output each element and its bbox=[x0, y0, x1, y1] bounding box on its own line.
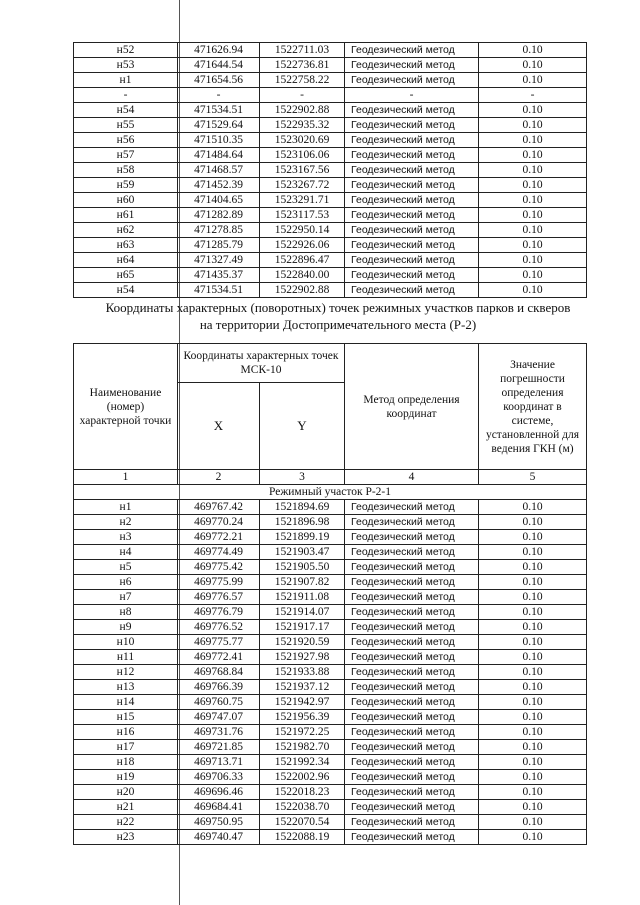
method-cell: Геодезический метод bbox=[345, 163, 479, 178]
point-name-cell: н23 bbox=[74, 830, 178, 845]
table-row bbox=[74, 680, 587, 695]
col-number-2: 2 bbox=[178, 470, 260, 485]
method-cell: Геодезический метод bbox=[345, 545, 479, 560]
table-row bbox=[74, 545, 587, 560]
accuracy-cell: 0.10 bbox=[479, 590, 587, 605]
method-cell: Геодезический метод bbox=[345, 560, 479, 575]
header-accuracy: Значение погрешности определения координат в системе, установленной для ведения ГКН (м) bbox=[479, 344, 587, 470]
method-cell: Геодезический метод bbox=[345, 268, 479, 283]
x-cell: 469760.75 bbox=[178, 695, 260, 710]
y-cell: 1521972.25 bbox=[260, 725, 345, 740]
method-cell: Геодезический метод bbox=[345, 500, 479, 515]
point-name-cell: н1 bbox=[74, 73, 178, 88]
y-cell: 1523167.56 bbox=[260, 163, 345, 178]
point-name-cell: н9 bbox=[74, 620, 178, 635]
method-cell: Геодезический метод bbox=[345, 725, 479, 740]
accuracy-cell: 0.10 bbox=[479, 770, 587, 785]
y-cell: 1521914.07 bbox=[260, 605, 345, 620]
point-name-cell: н62 bbox=[74, 223, 178, 238]
x-cell: 469774.49 bbox=[178, 545, 260, 560]
accuracy-cell: 0.10 bbox=[479, 725, 587, 740]
accuracy-cell: 0.10 bbox=[479, 650, 587, 665]
table-row bbox=[74, 530, 587, 545]
method-cell: Геодезический метод bbox=[345, 620, 479, 635]
y-cell: 1522902.88 bbox=[260, 103, 345, 118]
method-cell: Геодезический метод bbox=[345, 575, 479, 590]
header-x: X bbox=[178, 383, 260, 470]
y-cell: 1522711.03 bbox=[260, 43, 345, 58]
method-cell: Геодезический метод bbox=[345, 635, 479, 650]
y-cell: 1521905.50 bbox=[260, 560, 345, 575]
x-cell: 469776.79 bbox=[178, 605, 260, 620]
point-name-cell: н8 bbox=[74, 605, 178, 620]
y-cell: 1522902.88 bbox=[260, 283, 345, 298]
x-cell: 469776.52 bbox=[178, 620, 260, 635]
point-name-cell: н55 bbox=[74, 118, 178, 133]
method-cell: Геодезический метод bbox=[345, 680, 479, 695]
y-cell: 1522896.47 bbox=[260, 253, 345, 268]
table-row bbox=[74, 163, 587, 178]
x-cell: 469706.33 bbox=[178, 770, 260, 785]
table-row bbox=[74, 755, 587, 770]
accuracy-cell: 0.10 bbox=[479, 193, 587, 208]
accuracy-cell: 0.10 bbox=[479, 785, 587, 800]
x-cell: 471510.35 bbox=[178, 133, 260, 148]
table1-body bbox=[74, 43, 587, 298]
method-cell: Геодезический метод bbox=[345, 605, 479, 620]
accuracy-cell: 0.10 bbox=[479, 605, 587, 620]
x-cell: 471452.39 bbox=[178, 178, 260, 193]
x-cell: 469775.77 bbox=[178, 635, 260, 650]
y-cell: 1523267.72 bbox=[260, 178, 345, 193]
x-cell: 469684.41 bbox=[178, 800, 260, 815]
table-row bbox=[74, 73, 587, 88]
table-row bbox=[74, 88, 587, 103]
y-cell: 1522038.70 bbox=[260, 800, 345, 815]
point-name-cell: н5 bbox=[74, 560, 178, 575]
accuracy-cell: 0.10 bbox=[479, 635, 587, 650]
method-cell: Геодезический метод bbox=[345, 785, 479, 800]
accuracy-cell: 0.10 bbox=[479, 545, 587, 560]
accuracy-cell: 0.10 bbox=[479, 560, 587, 575]
x-cell: 469747.07 bbox=[178, 710, 260, 725]
method-cell: Геодезический метод bbox=[345, 148, 479, 163]
table-row bbox=[74, 118, 587, 133]
point-name-cell: н4 bbox=[74, 545, 178, 560]
y-cell: 1521927.98 bbox=[260, 650, 345, 665]
method-cell: Геодезический метод bbox=[345, 665, 479, 680]
method-cell: Геодезический метод bbox=[345, 650, 479, 665]
method-cell: Геодезический метод bbox=[345, 73, 479, 88]
y-cell: 1523291.71 bbox=[260, 193, 345, 208]
table-row bbox=[74, 665, 587, 680]
accuracy-cell: 0.10 bbox=[479, 103, 587, 118]
table-row bbox=[74, 770, 587, 785]
x-cell: 471285.79 bbox=[178, 238, 260, 253]
point-name-cell: н14 bbox=[74, 695, 178, 710]
accuracy-cell: 0.10 bbox=[479, 223, 587, 238]
point-name-cell: н1 bbox=[74, 500, 178, 515]
table-row bbox=[74, 223, 587, 238]
table-row bbox=[74, 283, 587, 298]
accuracy-cell: 0.10 bbox=[479, 500, 587, 515]
point-name-cell: н15 bbox=[74, 710, 178, 725]
section-row bbox=[74, 485, 587, 500]
x-cell: 471654.56 bbox=[178, 73, 260, 88]
x-cell: - bbox=[178, 88, 260, 103]
point-name-cell: н65 bbox=[74, 268, 178, 283]
section-title-line2: на территории Достопримечательного места (Р-2) bbox=[199, 317, 477, 332]
section-title-line1: Координаты характерных (поворотных) точек режимных участков парков и скверов bbox=[105, 300, 571, 315]
table-row bbox=[74, 515, 587, 530]
x-cell: 471644.54 bbox=[178, 58, 260, 73]
point-name-cell: н11 bbox=[74, 650, 178, 665]
method-cell: Геодезический метод bbox=[345, 815, 479, 830]
method-cell: Геодезический метод bbox=[345, 178, 479, 193]
y-cell: 1521937.12 bbox=[260, 680, 345, 695]
point-name-cell: н57 bbox=[74, 148, 178, 163]
x-cell: 471534.51 bbox=[178, 103, 260, 118]
method-cell: Геодезический метод bbox=[345, 208, 479, 223]
accuracy-cell: 0.10 bbox=[479, 238, 587, 253]
table-row bbox=[74, 650, 587, 665]
accuracy-cell: 0.10 bbox=[479, 680, 587, 695]
method-cell: Геодезический метод bbox=[345, 800, 479, 815]
x-cell: 469731.76 bbox=[178, 725, 260, 740]
y-cell: 1522935.32 bbox=[260, 118, 345, 133]
accuracy-cell: 0.10 bbox=[479, 620, 587, 635]
table-row bbox=[74, 43, 587, 58]
table-row bbox=[74, 740, 587, 755]
point-name-cell: н59 bbox=[74, 178, 178, 193]
point-name-cell: н13 bbox=[74, 680, 178, 695]
header-y: Y bbox=[260, 383, 345, 470]
method-cell: Геодезический метод bbox=[345, 133, 479, 148]
point-name-cell: н22 bbox=[74, 815, 178, 830]
y-cell: 1522002.96 bbox=[260, 770, 345, 785]
coordinates-table-p2 bbox=[73, 343, 587, 845]
y-cell: 1521942.97 bbox=[260, 695, 345, 710]
y-cell: 1521903.47 bbox=[260, 545, 345, 560]
x-cell: 469768.84 bbox=[178, 665, 260, 680]
method-cell: Геодезический метод bbox=[345, 770, 479, 785]
accuracy-cell: 0.10 bbox=[479, 575, 587, 590]
accuracy-cell: 0.10 bbox=[479, 268, 587, 283]
table-row bbox=[74, 605, 587, 620]
x-cell: 469770.24 bbox=[178, 515, 260, 530]
accuracy-cell: 0.10 bbox=[479, 208, 587, 223]
point-name-cell: н17 bbox=[74, 740, 178, 755]
y-cell: 1522070.54 bbox=[260, 815, 345, 830]
y-cell: 1522758.22 bbox=[260, 73, 345, 88]
y-cell: 1522018.23 bbox=[260, 785, 345, 800]
point-name-cell: н53 bbox=[74, 58, 178, 73]
x-cell: 471435.37 bbox=[178, 268, 260, 283]
y-cell: 1521899.19 bbox=[260, 530, 345, 545]
point-name-cell: н56 bbox=[74, 133, 178, 148]
point-name-cell: н6 bbox=[74, 575, 178, 590]
accuracy-cell: 0.10 bbox=[479, 118, 587, 133]
accuracy-cell: 0.10 bbox=[479, 253, 587, 268]
accuracy-cell: 0.10 bbox=[479, 148, 587, 163]
accuracy-cell: 0.10 bbox=[479, 800, 587, 815]
y-cell: 1523117.53 bbox=[260, 208, 345, 223]
accuracy-cell: 0.10 bbox=[479, 665, 587, 680]
method-cell: Геодезический метод bbox=[345, 283, 479, 298]
point-name-cell: н20 bbox=[74, 785, 178, 800]
y-cell: 1522840.00 bbox=[260, 268, 345, 283]
table-row bbox=[74, 193, 587, 208]
table-row bbox=[74, 635, 587, 650]
accuracy-cell: 0.10 bbox=[479, 815, 587, 830]
x-cell: 469767.42 bbox=[178, 500, 260, 515]
accuracy-cell: 0.10 bbox=[479, 133, 587, 148]
header-coords: Координаты характерных точек МСК-10 bbox=[178, 344, 345, 383]
point-name-cell: н58 bbox=[74, 163, 178, 178]
table-row bbox=[74, 103, 587, 118]
table-row bbox=[74, 238, 587, 253]
point-name-cell: н10 bbox=[74, 635, 178, 650]
point-name-cell: н61 bbox=[74, 208, 178, 223]
col-number-1: 1 bbox=[74, 470, 178, 485]
x-cell: 471282.89 bbox=[178, 208, 260, 223]
x-cell: 469750.95 bbox=[178, 815, 260, 830]
accuracy-cell: 0.10 bbox=[479, 283, 587, 298]
y-cell: 1522736.81 bbox=[260, 58, 345, 73]
point-name-cell: н19 bbox=[74, 770, 178, 785]
y-cell: 1521917.17 bbox=[260, 620, 345, 635]
point-name-cell: - bbox=[74, 88, 178, 103]
point-name-cell: н16 bbox=[74, 725, 178, 740]
accuracy-cell: - bbox=[479, 88, 587, 103]
method-cell: Геодезический метод bbox=[345, 695, 479, 710]
x-cell: 469772.21 bbox=[178, 530, 260, 545]
y-cell: 1523020.69 bbox=[260, 133, 345, 148]
method-cell: Геодезический метод bbox=[345, 238, 479, 253]
y-cell: 1521982.70 bbox=[260, 740, 345, 755]
method-cell: Геодезический метод bbox=[345, 193, 479, 208]
method-cell: Геодезический метод bbox=[345, 103, 479, 118]
x-cell: 469721.85 bbox=[178, 740, 260, 755]
point-name-cell: н54 bbox=[74, 283, 178, 298]
y-cell: - bbox=[260, 88, 345, 103]
accuracy-cell: 0.10 bbox=[479, 755, 587, 770]
method-cell: Геодезический метод bbox=[345, 740, 479, 755]
table-row bbox=[74, 785, 587, 800]
coordinates-table-continued bbox=[73, 42, 587, 298]
x-cell: 471484.64 bbox=[178, 148, 260, 163]
accuracy-cell: 0.10 bbox=[479, 178, 587, 193]
header-name: Наименование (номер) характерной точки bbox=[74, 344, 178, 470]
table-row bbox=[74, 725, 587, 740]
point-name-cell: н52 bbox=[74, 43, 178, 58]
y-cell: 1521933.88 bbox=[260, 665, 345, 680]
accuracy-cell: 0.10 bbox=[479, 530, 587, 545]
point-name-cell: н54 bbox=[74, 103, 178, 118]
x-cell: 469713.71 bbox=[178, 755, 260, 770]
method-cell: Геодезический метод bbox=[345, 515, 479, 530]
x-cell: 469772.41 bbox=[178, 650, 260, 665]
accuracy-cell: 0.10 bbox=[479, 740, 587, 755]
point-name-cell: н7 bbox=[74, 590, 178, 605]
method-cell: Геодезический метод bbox=[345, 530, 479, 545]
method-cell: Геодезический метод bbox=[345, 58, 479, 73]
table-row bbox=[74, 133, 587, 148]
x-cell: 469696.46 bbox=[178, 785, 260, 800]
point-name-cell: н12 bbox=[74, 665, 178, 680]
method-cell: Геодезический метод bbox=[345, 710, 479, 725]
method-cell: Геодезический метод bbox=[345, 118, 479, 133]
y-cell: 1521911.08 bbox=[260, 590, 345, 605]
table-row bbox=[74, 253, 587, 268]
x-cell: 469740.47 bbox=[178, 830, 260, 845]
accuracy-cell: 0.10 bbox=[479, 43, 587, 58]
point-name-cell: н63 bbox=[74, 238, 178, 253]
x-cell: 469766.39 bbox=[178, 680, 260, 695]
table-row bbox=[74, 830, 587, 845]
accuracy-cell: 0.10 bbox=[479, 163, 587, 178]
x-cell: 471534.51 bbox=[178, 283, 260, 298]
y-cell: 1521956.39 bbox=[260, 710, 345, 725]
table-row bbox=[74, 268, 587, 283]
x-cell: 471327.49 bbox=[178, 253, 260, 268]
table-row bbox=[74, 695, 587, 710]
table-row bbox=[74, 575, 587, 590]
method-cell: Геодезический метод bbox=[345, 43, 479, 58]
table-row bbox=[74, 58, 587, 73]
table-row bbox=[74, 560, 587, 575]
table-row bbox=[74, 178, 587, 193]
point-name-cell: н2 bbox=[74, 515, 178, 530]
method-cell: Геодезический метод bbox=[345, 830, 479, 845]
accuracy-cell: 0.10 bbox=[479, 710, 587, 725]
method-cell: Геодезический метод bbox=[345, 590, 479, 605]
x-cell: 471626.94 bbox=[178, 43, 260, 58]
col-number-3: 3 bbox=[260, 470, 345, 485]
y-cell: 1523106.06 bbox=[260, 148, 345, 163]
table-row bbox=[74, 148, 587, 163]
section-title bbox=[73, 299, 603, 333]
method-cell: Геодезический метод bbox=[345, 253, 479, 268]
y-cell: 1521896.98 bbox=[260, 515, 345, 530]
table-row bbox=[74, 800, 587, 815]
table-row bbox=[74, 500, 587, 515]
table-row bbox=[74, 710, 587, 725]
point-name-cell: н60 bbox=[74, 193, 178, 208]
point-name-cell: н3 bbox=[74, 530, 178, 545]
method-cell: Геодезический метод bbox=[345, 223, 479, 238]
point-name-cell: н64 bbox=[74, 253, 178, 268]
table2-body bbox=[74, 485, 587, 845]
accuracy-cell: 0.10 bbox=[479, 515, 587, 530]
y-cell: 1522926.06 bbox=[260, 238, 345, 253]
accuracy-cell: 0.10 bbox=[479, 830, 587, 845]
col-number-4: 4 bbox=[345, 470, 479, 485]
y-cell: 1521920.59 bbox=[260, 635, 345, 650]
y-cell: 1521992.34 bbox=[260, 755, 345, 770]
x-cell: 471468.57 bbox=[178, 163, 260, 178]
header-method: Метод определения координат bbox=[345, 344, 479, 470]
point-name-cell: н21 bbox=[74, 800, 178, 815]
y-cell: 1521894.69 bbox=[260, 500, 345, 515]
table-row bbox=[74, 815, 587, 830]
point-name-cell: н18 bbox=[74, 755, 178, 770]
y-cell: 1521907.82 bbox=[260, 575, 345, 590]
y-cell: 1522950.14 bbox=[260, 223, 345, 238]
method-cell: - bbox=[345, 88, 479, 103]
accuracy-cell: 0.10 bbox=[479, 73, 587, 88]
x-cell: 469775.99 bbox=[178, 575, 260, 590]
x-cell: 471529.64 bbox=[178, 118, 260, 133]
x-cell: 471404.65 bbox=[178, 193, 260, 208]
y-cell: 1522088.19 bbox=[260, 830, 345, 845]
method-cell: Геодезический метод bbox=[345, 755, 479, 770]
accuracy-cell: 0.10 bbox=[479, 58, 587, 73]
x-cell: 469776.57 bbox=[178, 590, 260, 605]
x-cell: 471278.85 bbox=[178, 223, 260, 238]
accuracy-cell: 0.10 bbox=[479, 695, 587, 710]
table-row bbox=[74, 590, 587, 605]
col-number-5: 5 bbox=[479, 470, 587, 485]
x-cell: 469775.42 bbox=[178, 560, 260, 575]
table-row bbox=[74, 620, 587, 635]
section-label: Режимный участок Р-2-1 bbox=[74, 485, 587, 500]
table-row bbox=[74, 208, 587, 223]
